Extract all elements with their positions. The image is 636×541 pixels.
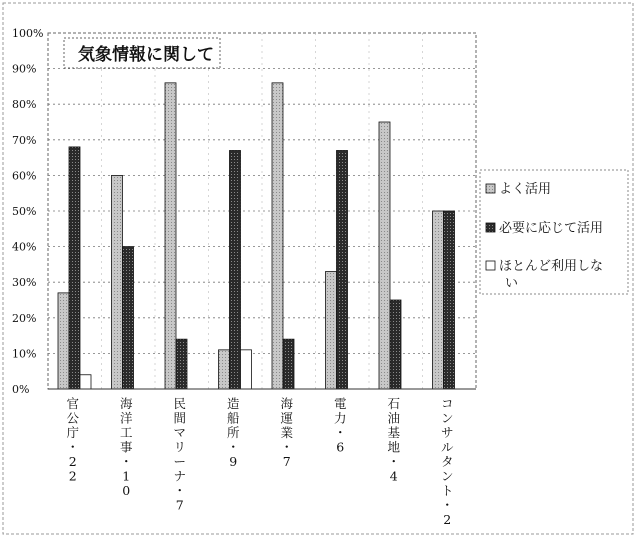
bar-series-2-0 (80, 375, 91, 389)
legend-label-2-line-2: い (505, 276, 519, 291)
bars-layer (58, 83, 455, 389)
x-tick-label-glyph: 洋 (119, 410, 133, 426)
x-tick-label-glyph: 4 (389, 468, 398, 484)
legend-label-1: 必要に応じて活用 (499, 221, 604, 236)
x-tick-label-glyph: 業 (280, 425, 294, 440)
x-tick-label-glyph: ン (440, 410, 454, 426)
y-tick-label: 90% (12, 62, 37, 76)
x-tick-label-glyph: 民 (173, 396, 187, 411)
y-tick-label: 80% (12, 98, 37, 112)
bar-series-1-6 (390, 300, 401, 389)
x-tick-label-glyph: ン (440, 468, 454, 484)
y-tick-label: 10% (12, 347, 37, 361)
x-tick-label-glyph: 2 (68, 468, 77, 484)
y-tick-label: 30% (12, 276, 37, 290)
x-tick-label-glyph: ・ (280, 439, 294, 455)
x-tick-label-glyph: ・ (387, 454, 401, 469)
x-tick-label-glyph: ・ (440, 497, 454, 513)
legend-label-0: よく活用 (499, 182, 552, 197)
x-tick-label-glyph: ル (440, 439, 454, 455)
x-tick-label-glyph: 0 (122, 483, 131, 498)
x-tick-label-glyph: コ (440, 396, 454, 411)
x-tick-label-glyph: 間 (173, 410, 187, 426)
legend-swatch-1 (486, 223, 495, 232)
bar-series-1-1 (123, 247, 134, 389)
x-tick-label-glyph: 運 (280, 410, 294, 426)
x-tick-label-glyph: 電 (333, 396, 347, 411)
x-tick-label-glyph: 海 (119, 396, 133, 411)
x-tick-label-glyph: 地 (387, 439, 401, 455)
bar-series-0-1 (112, 175, 123, 389)
bar-series-1-3 (230, 150, 241, 389)
x-tick-label-glyph: 船 (226, 410, 240, 426)
y-tick-label: 50% (12, 205, 37, 218)
x-tick-label-glyph: 油 (387, 410, 401, 426)
x-tick-label-glyph: ナ (173, 468, 187, 484)
y-tick-label: 20% (12, 311, 37, 325)
bar-series-2-3 (241, 350, 252, 389)
x-tick-label-glyph: ・ (333, 425, 347, 440)
x-tick-label-glyph: サ (440, 425, 454, 440)
x-tick-label-glyph: 2 (443, 512, 452, 527)
x-tick-label-glyph: タ (440, 454, 454, 469)
x-tick-label-glyph: マ (173, 425, 187, 440)
x-tick-label-glyph: 海 (280, 396, 294, 411)
x-tick-label-glyph: 力 (333, 410, 347, 426)
x-tick-label-glyph: 石 (387, 396, 401, 411)
bar-series-1-2 (176, 339, 187, 389)
x-tick-label-glyph: ー (173, 454, 187, 469)
bar-series-0-4 (272, 83, 283, 389)
x-tick-label-glyph: ・ (173, 483, 187, 498)
x-tick-label-glyph: 7 (175, 497, 184, 513)
bar-series-0-5 (326, 272, 337, 389)
x-tick-label-glyph: 工 (119, 425, 133, 440)
legend-swatch-2 (486, 261, 495, 270)
x-tick-label-glyph: 所 (226, 425, 240, 440)
x-tick-label-glyph: ・ (66, 439, 80, 455)
legend-swatch-0 (486, 184, 495, 193)
x-tick-label-glyph: ・ (119, 454, 133, 469)
x-tick-label-glyph: 官 (66, 396, 80, 411)
y-tick-label: 0% (12, 383, 30, 396)
bar-series-0-2 (165, 83, 176, 389)
x-tick-label-glyph: 2 (68, 454, 77, 469)
bar-series-0-0 (58, 293, 69, 389)
x-tick-label-glyph: 6 (336, 439, 345, 455)
legend-label-2-line-1: ほとんど利用しな (499, 259, 604, 274)
x-tick-label-glyph: 7 (282, 454, 291, 469)
bar-series-0-7 (433, 211, 444, 389)
bar-series-1-7 (444, 211, 455, 389)
y-tick-label: 70% (12, 133, 37, 147)
x-tick-label-glyph: 庁 (66, 425, 80, 440)
x-tick-label-glyph: ・ (226, 439, 240, 455)
x-tick-label-glyph: 9 (229, 454, 238, 469)
x-tick-label-glyph: 基 (387, 425, 401, 440)
legend (480, 170, 628, 294)
bar-series-1-4 (283, 339, 294, 389)
x-tick-label-glyph: ト (440, 483, 454, 498)
x-tick-label-glyph: 公 (66, 410, 80, 426)
y-tick-label: 60% (12, 169, 37, 183)
x-tick-label-glyph: 造 (226, 396, 240, 411)
bar-series-1-0 (69, 147, 80, 389)
x-tick-label-glyph: 事 (119, 439, 133, 455)
axis-layer (12, 27, 476, 527)
y-tick-label: 40% (12, 240, 37, 254)
bar-series-0-3 (219, 350, 230, 389)
y-tick-label: 100% (12, 27, 44, 40)
chart-title: 気象情報に関して (78, 45, 214, 65)
bar-series-1-5 (337, 150, 348, 389)
bar-series-0-6 (379, 122, 390, 389)
x-tick-label-glyph: 1 (122, 468, 131, 484)
x-tick-label-glyph: リ (173, 439, 187, 455)
